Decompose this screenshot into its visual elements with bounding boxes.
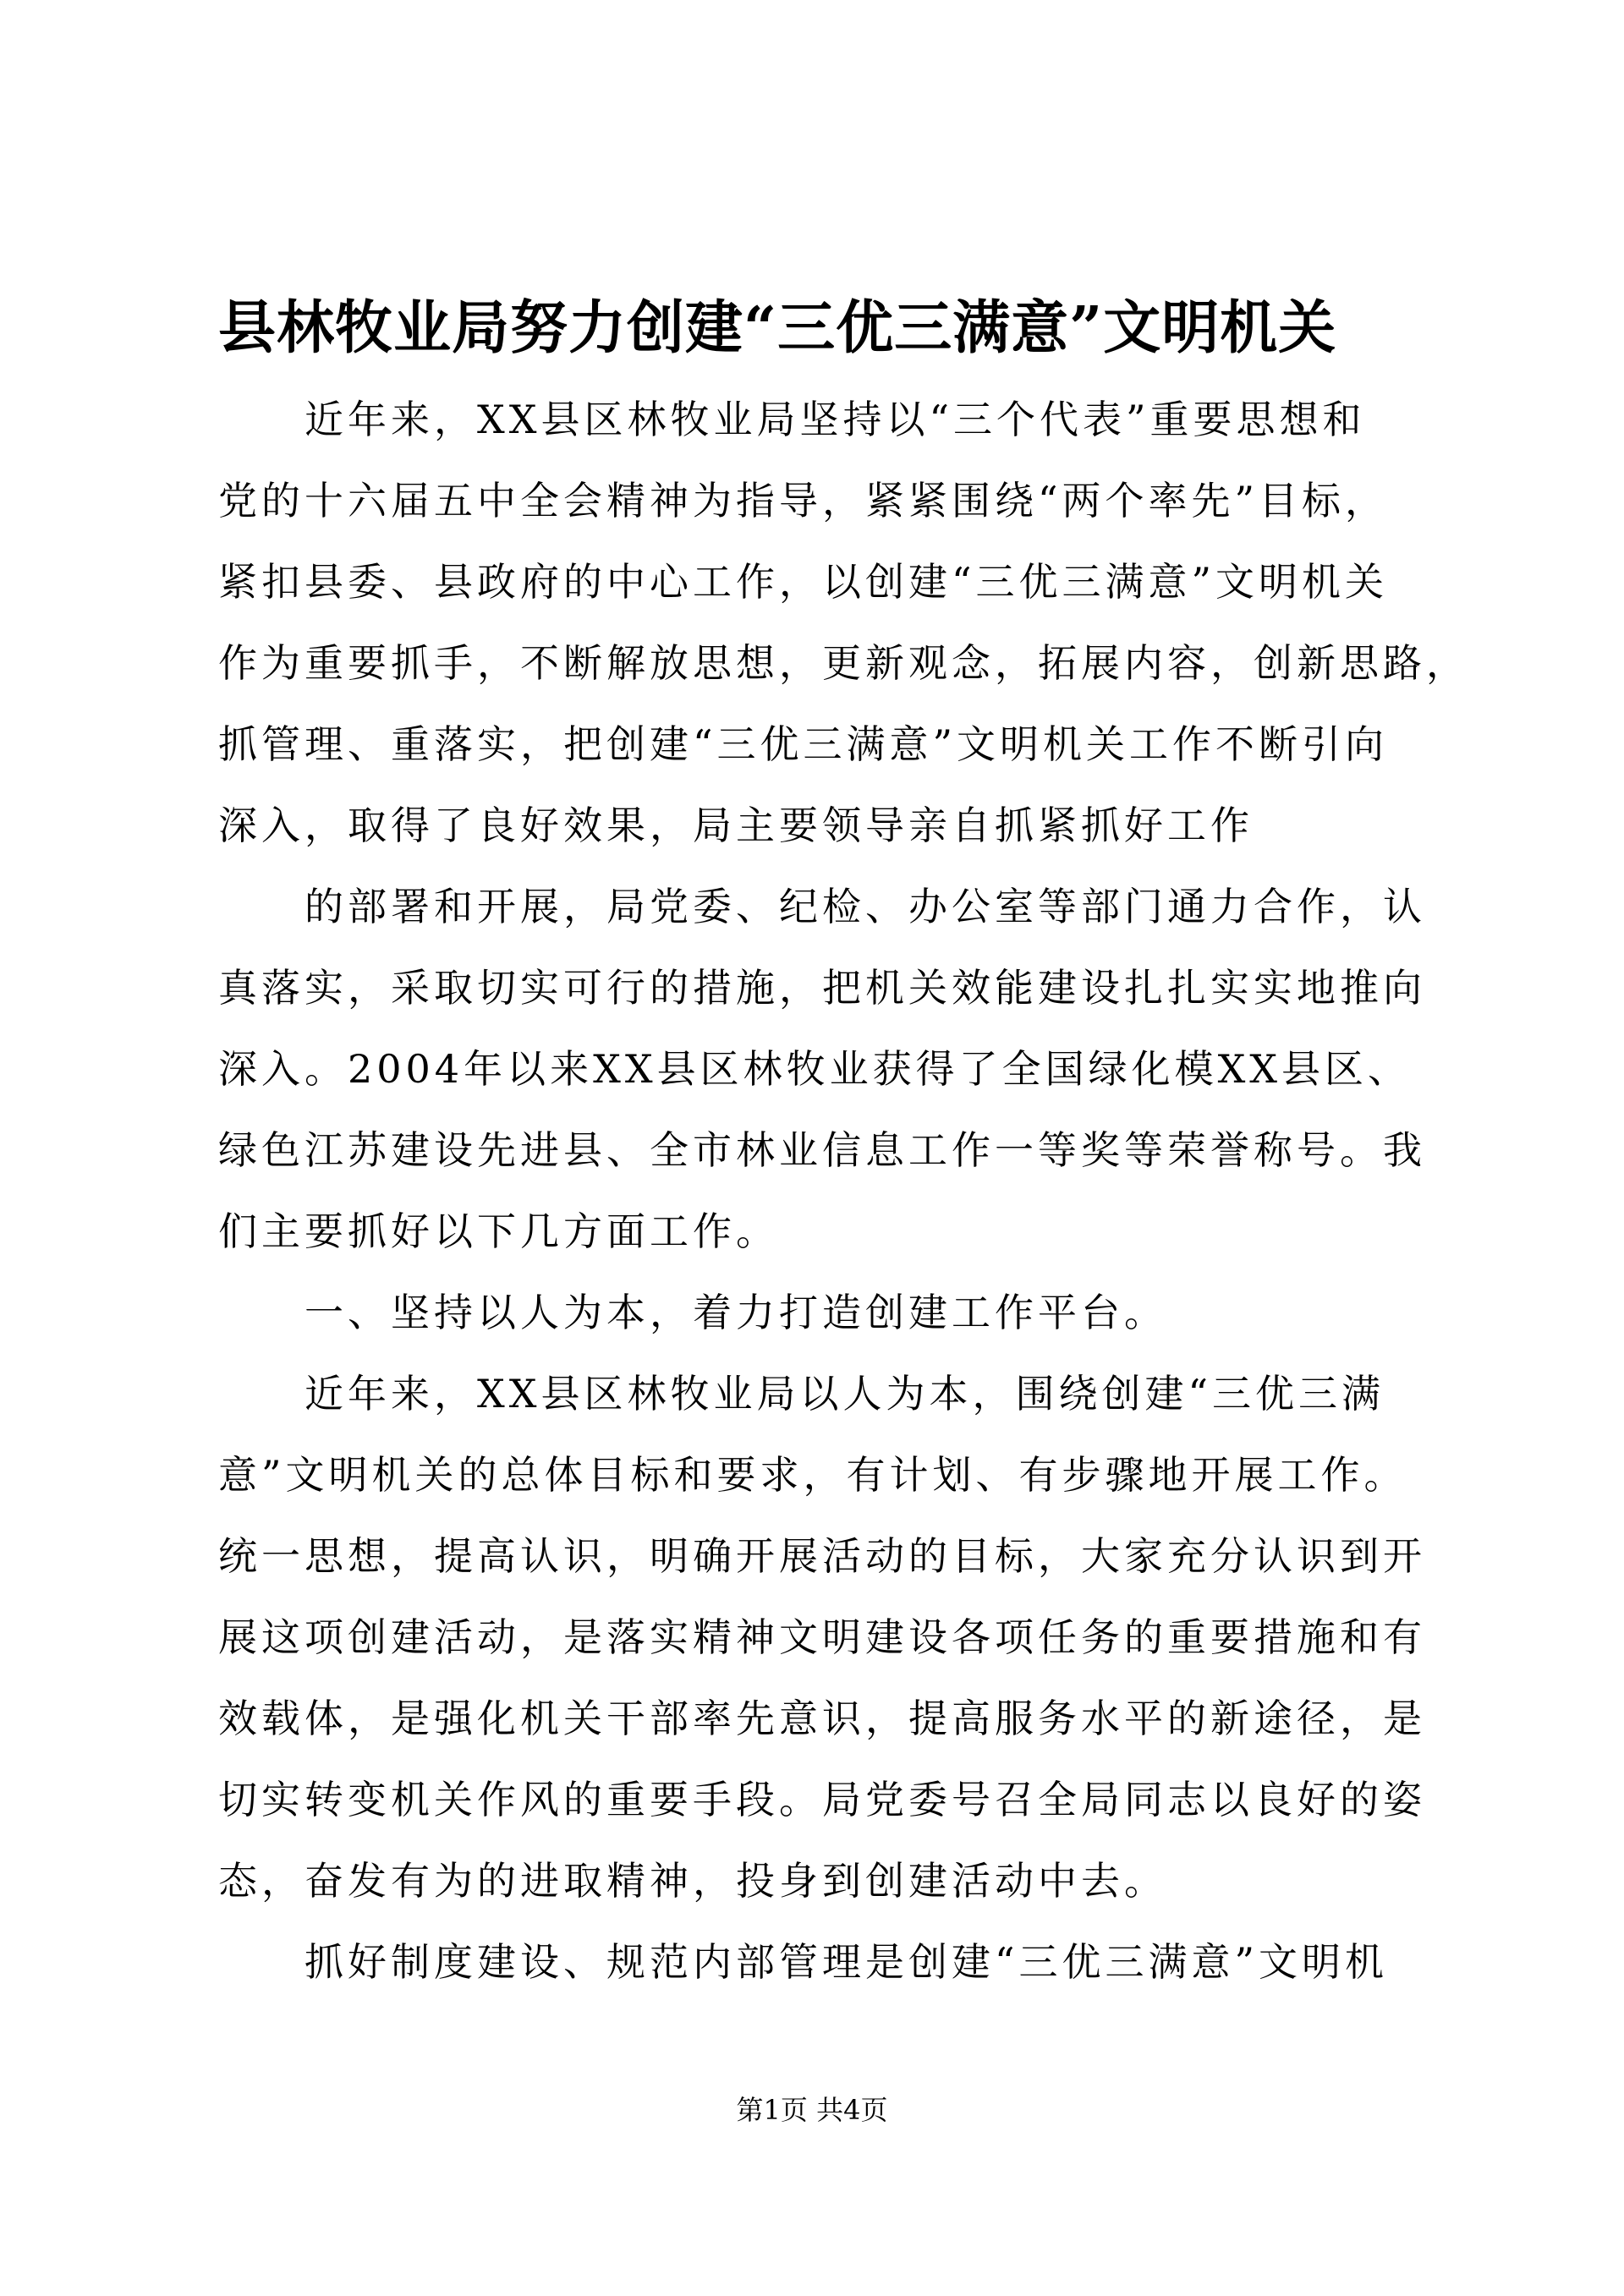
body-line: 党的十六届五中全会精神为指导，紧紧围绕“两个率先”目标， xyxy=(218,478,1389,523)
section-heading: 一、坚持以人为本，着力打造创建工作平台。 xyxy=(218,1290,1167,1335)
body-line: 深入，取得了良好效果，局主要领导亲自抓紧抓好工作 xyxy=(218,803,1254,848)
body-line: 抓好制度建设、规范内部管理是创建“三优三满意”文明机 xyxy=(218,1939,1389,1985)
body-line: 展这项创建活动，是落实精神文明建设各项任务的重要措施和有 xyxy=(218,1614,1426,1660)
document-title: 县林牧业局努力创建“三优三满意”文明机关 xyxy=(218,294,1337,362)
body-line: 统一思想，提高认识，明确开展活动的目标，大家充分认识到开 xyxy=(218,1533,1426,1579)
body-line: 真落实，采取切实可行的措施，把机关效能建设扎扎实实地推向 xyxy=(218,965,1426,1011)
body-line: 近年来，XX县区林牧业局坚持以“三个代表”重要思想和 xyxy=(218,397,1366,442)
body-line: 态，奋发有为的进取精神，投身到创建活动中去。 xyxy=(218,1858,1167,1904)
body-line: 抓管理、重落实，把创建“三优三满意”文明机关工作不断引向 xyxy=(218,721,1389,767)
body-line: 近年来，XX县区林牧业局以人为本，围绕创建“三优三满 xyxy=(218,1371,1385,1417)
body-line: 们主要抓好以下几方面工作。 xyxy=(218,1208,779,1254)
page-footer: 第1页 共4页 xyxy=(736,2094,888,2126)
body-line: 的部署和开展，局党委、纪检、办公室等部门通力合作，认 xyxy=(218,884,1426,929)
body-line: 作为重要抓手，不断解放思想，更新观念，拓展内容，创新思路， xyxy=(218,640,1469,686)
body-line: 意”文明机关的总体目标和要求，有计划、有步骤地开展工作。 xyxy=(218,1452,1407,1498)
body-line: 切实转变机关作风的重要手段。局党委号召全局同志以良好的姿 xyxy=(218,1777,1426,1822)
body-line: 紧扣县委、县政府的中心工作，以创建“三优三满意”文明机关 xyxy=(218,559,1389,605)
body-line: 效载体，是强化机关干部率先意识，提高服务水平的新途径，是 xyxy=(218,1696,1426,1741)
body-line: 绿色江苏建设先进县、全市林业信息工作一等奖等荣誉称号。我 xyxy=(218,1127,1426,1173)
body-line: 深入。2004年以来XX县区林牧业获得了全国绿化模XX县区、 xyxy=(218,1046,1412,1092)
